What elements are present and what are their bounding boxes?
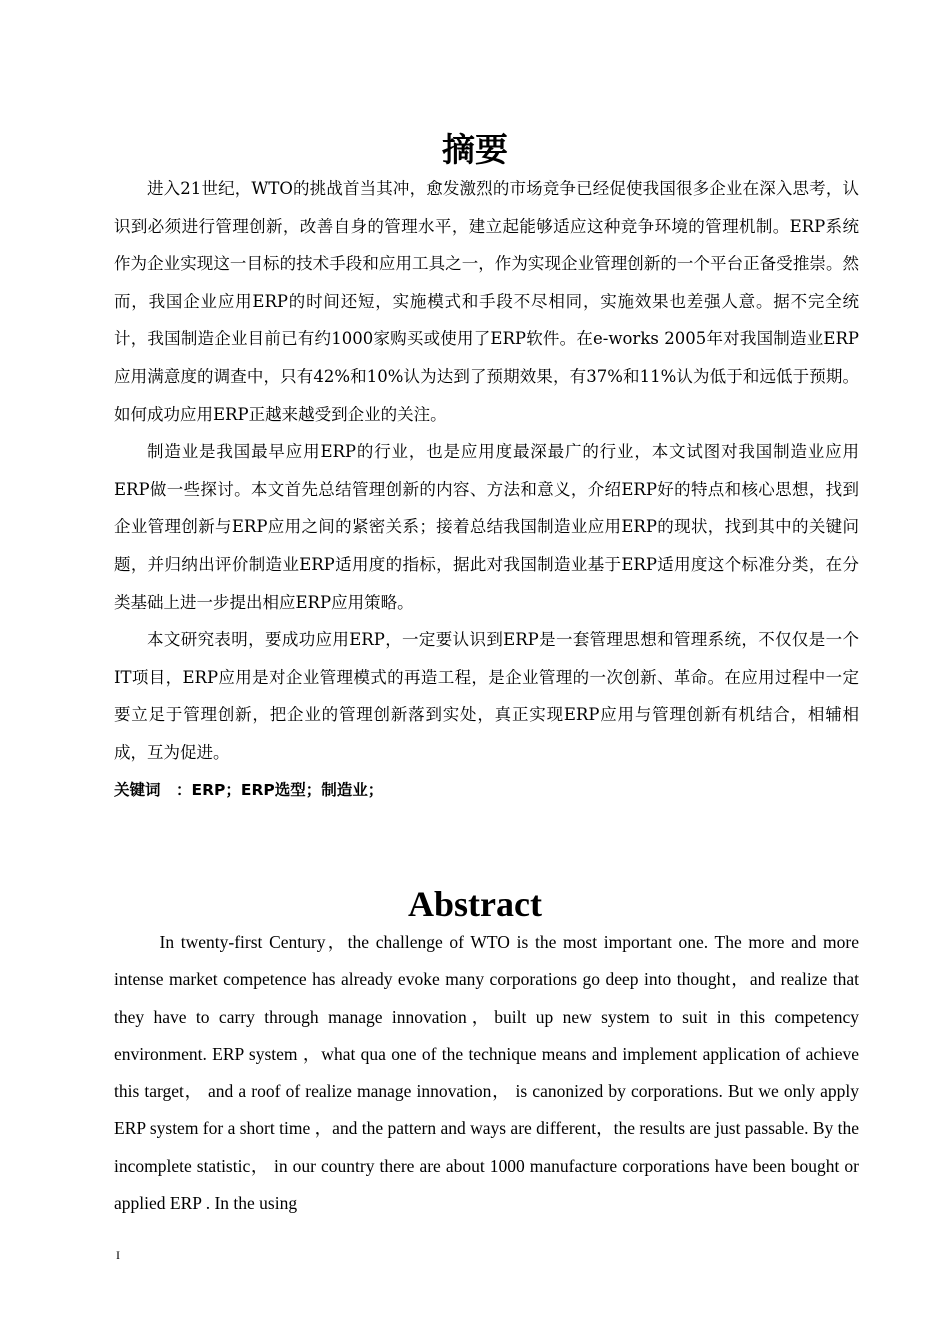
keywords-line: 关键词 ：ERP；ERP选型；制造业； [114,780,384,799]
page-number: I [116,1248,120,1262]
chinese-paragraph-1: 进入21世纪，WTO的挑战首当其冲，愈发激烈的市场竞争已经促使我国很多企业在深入思考，认识到必须进行管理创新，改善自身的管理水平，建立起能够适应这种竞争环境的管理机制。ERP系统作为企业实现这一目标的技术手段和应用工具之一，作为实现企业管理创新的一个平台正备受推崇。然而，我国企业应用ERP的时间还短，实施模式和手段不尽相同，实施效果也差强人意。据不完全统计，我国制造企业目前已有约1000家购买或使用了ERP软件。在e-works 2005年对我国制造业ERP应用满意度的调查中，只有42%和10%认为达到了预期效果，有37%和11%认为低于和远低于预期。如何成功应用ERP正越来越受到企业的关注。 [114,179,859,424]
chinese-paragraph-3: 本文研究表明，要成功应用ERP，一定要认识到ERP是一套管理思想和管理系统，不仅仅是一个IT项目，ERP应用是对企业管理模式的再造工程，是企业管理的一次创新、革命。在应用过程中一定要立足于管理创新，把企业的管理创新落到实处，真正实现ERP应用与管理创新有机结合，相辅相成，互为促进。 [114,630,859,762]
english-abstract-title: Abstract [408,884,542,924]
chinese-abstract-body [114,170,859,809]
english-abstract-body [114,924,859,1222]
english-paragraph-1: In twenty-first Century，the challenge of WTO is the most important one. The more and more intense market competence has already evoke many corporations go deep into thought，and realize that they have to carry through manage innovation，built up new system to suit in this competency environment. ERP system ，what qua one of the technique means and implement application of achieve this target， and a roof of realize manage innovation， is canonized by corporations. But we only apply ERP system for a short time ，and the pattern and ways are different，the results are just passable. By the incomplete statistic， in our country there are about 1000 manufacture corporations have been bought or applied ERP . In the using [114,932,860,1214]
chinese-abstract-title: 摘要 [442,130,508,169]
chinese-paragraph-2: 制造业是我国最早应用ERP的行业，也是应用度最深最广的行业，本文试图对我国制造业应用ERP做一些探讨。本文首先总结管理创新的内容、方法和意义，介绍ERP好的特点和核心思想，找到企业管理创新与ERP应用之间的紧密关系；接着总结我国制造业应用ERP的现状，找到其中的关键问题，并归纳出评价制造业ERP适用度的指标，据此对我国制造业基于ERP适用度这个标准分类，在分类基础上进一步提出相应ERP应用策略。 [114,442,859,612]
